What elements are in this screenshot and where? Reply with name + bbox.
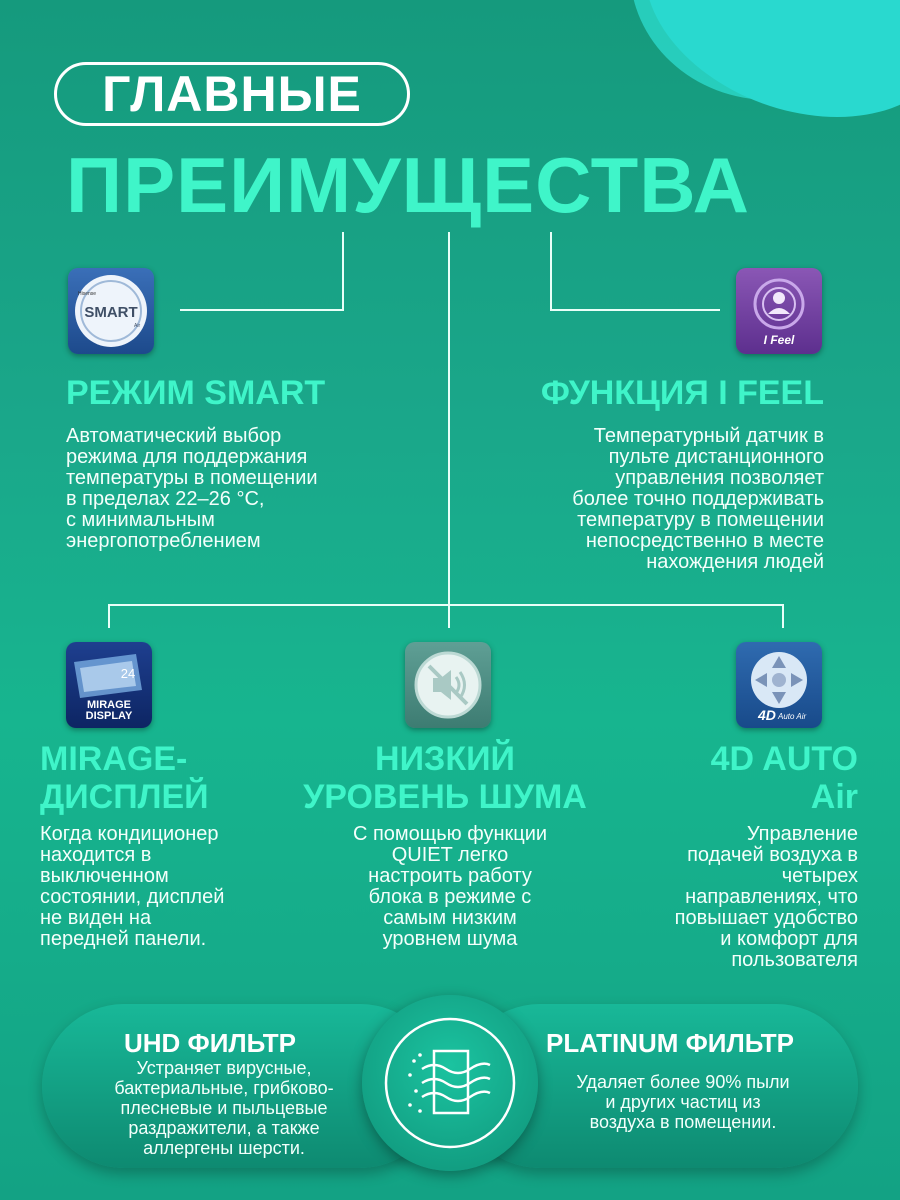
feature-text-ifeel: Температурный датчик в пульте дистанционного управления позволяет более точно поддерживать температуру в помещении непосредственно в месте нахождения людей: [572, 425, 824, 573]
four-direction-arrows-icon: [736, 642, 822, 728]
feature-title-ifeel: ФУНКЦИЯ I FEEL: [540, 374, 824, 412]
feature-text-smart: Автоматический выбор режима для поддержания температуры в помещении в пределах 22–26 °С, с минимальным энергопотреблением: [66, 425, 318, 552]
uhd-filter-title: UHD ФИЛЬТР: [124, 1028, 296, 1058]
uhd-filter-text: Устраняет вирусные, бактериальные, грибково- плесневые и пыльцевые раздражители, а также аллергены шерсти.: [114, 1058, 334, 1158]
title-small-pill: [54, 62, 410, 126]
page-title: ПРЕИМУЩЕСТВА: [66, 141, 750, 229]
mirage-display-icon: [66, 642, 152, 728]
connector-line-bottom-center: [448, 604, 450, 628]
title-small: ГЛАВНЫЕ: [102, 66, 362, 122]
platinum-filter-title: PLATINUM ФИЛЬТР: [546, 1028, 795, 1058]
connector-line-center: [448, 232, 450, 606]
connector-line-left-h: [180, 309, 344, 311]
feature-text-4d: Управление подачей воздуха в четырех направлениях, что повышает удобство и комфорт для пользователя: [674, 823, 858, 971]
connector-line-right-h: [550, 309, 720, 311]
feature-title-mirage: MIRAGE- ДИСПЛЕЙ: [40, 740, 209, 816]
smart-air-icon: [68, 268, 154, 354]
connector-line-right: [550, 232, 552, 310]
svg-text:Hisense: Hisense: [78, 291, 97, 297]
platinum-filter-text: Удаляет более 90% пыли и других частиц из воздуха в помещении.: [576, 1072, 790, 1132]
connector-line-bottom-left: [108, 604, 110, 628]
svg-text:I Feel: I Feel: [763, 333, 795, 347]
svg-text:Air: Air: [134, 323, 141, 329]
feature-text-mirage: Когда кондиционер находится в выключенном состоянии, дисплей не виден на передней панели.: [40, 823, 225, 950]
feature-text-quiet: С помощью функции QUIET легко настроить работу блока в режиме с самым низким уровнем шума: [352, 823, 548, 950]
svg-text:DISPLAY: DISPLAY: [85, 710, 133, 722]
svg-text:SMART: SMART: [84, 304, 138, 321]
svg-text:4D: 4D: [758, 707, 776, 723]
mute-speaker-icon: [405, 642, 491, 728]
svg-text:MIRAGE: MIRAGE: [87, 699, 131, 711]
connector-line-bottom-h: [108, 604, 784, 606]
feature-title-4d: 4D AUTO Air: [710, 740, 858, 816]
svg-text:24: 24: [120, 666, 136, 681]
filter-air-icon: [362, 995, 538, 1171]
connector-line-bottom-right: [782, 604, 784, 628]
feature-title-smart: РЕЖИМ SMART: [66, 374, 326, 412]
i-feel-icon: [736, 268, 822, 354]
svg-text:Auto Air: Auto Air: [778, 712, 807, 721]
connector-line-left: [342, 232, 344, 310]
feature-title-quiet: НИЗКИЙ УРОВЕНЬ ШУМА: [303, 740, 587, 816]
